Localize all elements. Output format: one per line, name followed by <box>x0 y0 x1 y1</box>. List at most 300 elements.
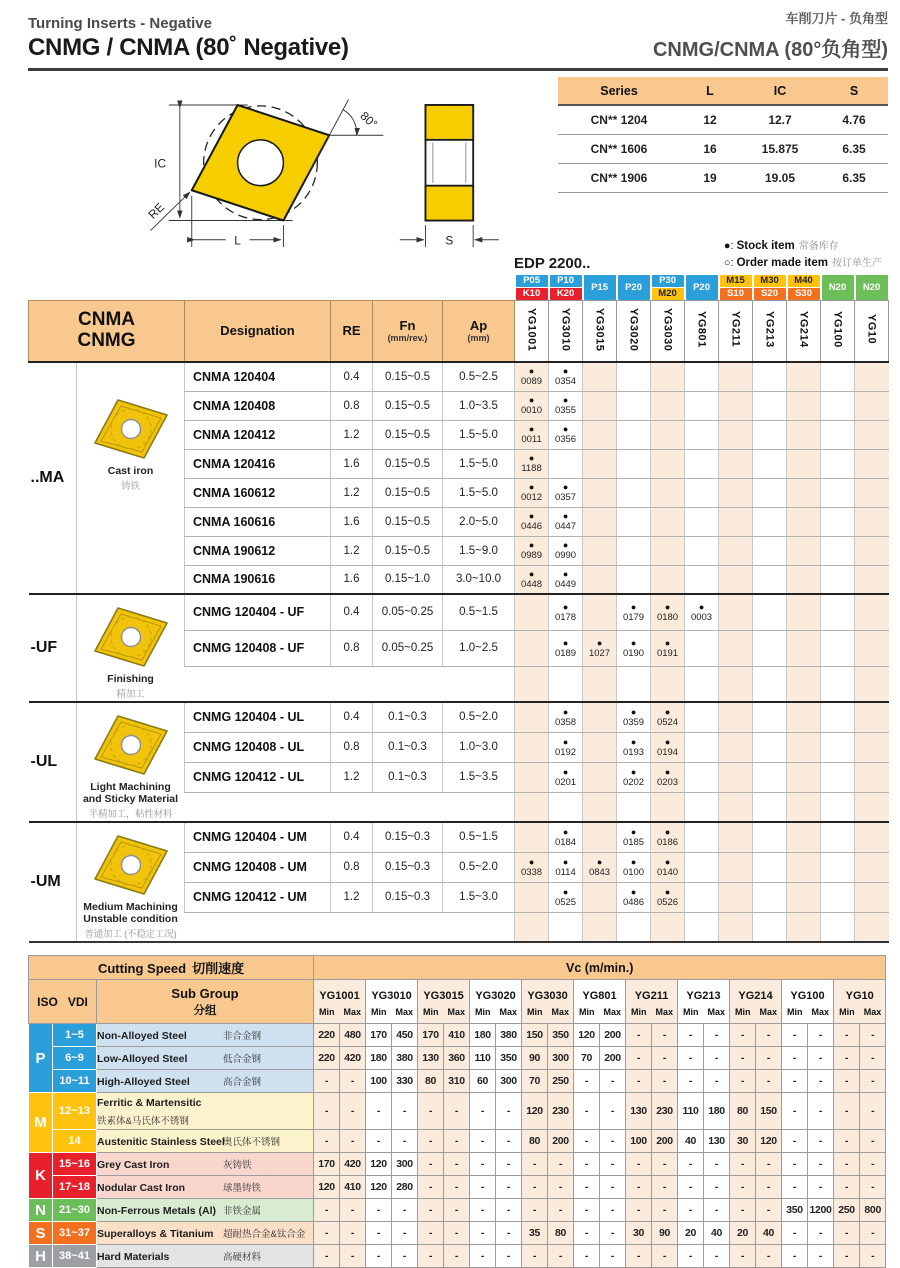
edp-cell-empty <box>685 912 719 942</box>
edp-cell-empty <box>617 912 651 942</box>
vc-min-cell: 30 <box>626 1222 652 1245</box>
group-caption-en: Finishing <box>107 673 154 685</box>
vc-min-cell: - <box>678 1047 704 1070</box>
edp-cell-yg213 <box>753 630 787 666</box>
vc-max-cell: - <box>600 1153 626 1176</box>
min-max-labels <box>314 1007 365 1017</box>
edp-cell-yg10 <box>855 362 889 391</box>
grade-chip-cell <box>617 273 651 300</box>
min-max-labels <box>782 1007 833 1017</box>
edp-cell-yg3020 <box>617 420 651 449</box>
grade-name-vertical: YG100 <box>831 310 844 348</box>
edp-number: 0203 <box>656 776 679 788</box>
edp-number: 0448 <box>520 578 543 590</box>
vc-max-cell: - <box>444 1176 470 1199</box>
fn-cell: 0.1~0.3 <box>373 762 443 792</box>
edp-cell-yg213 <box>753 536 787 565</box>
iso-group-P <box>29 1024 886 1093</box>
grade-chips-row <box>29 273 889 300</box>
edp-cell-yg100 <box>821 762 855 792</box>
vc-max-cell: - <box>860 1130 886 1153</box>
grade-chip-stack <box>515 275 549 300</box>
vc-max-cell: - <box>860 1176 886 1199</box>
grade-name-cell <box>753 300 787 362</box>
edp-number: 0191 <box>656 647 679 659</box>
edp-cell-yg3020 <box>617 702 651 732</box>
vc-min-cell: - <box>314 1130 340 1153</box>
subgroup-name-en: Nodular Cast Iron <box>97 1182 186 1195</box>
edp-cell-yg801 <box>685 630 719 666</box>
grade-chip-stack <box>821 275 855 300</box>
edp-cell-empty <box>549 792 583 822</box>
designation-cell: CNMG 120412 - UM <box>185 882 331 912</box>
stock-item-dot: ● <box>528 424 535 434</box>
dim-label-re: RE <box>145 200 168 222</box>
stock-item-dot: ● <box>630 856 637 867</box>
vc-title: Vc (m/min.) <box>314 956 886 980</box>
vc-max-cell: - <box>756 1047 782 1070</box>
edp-number: 0012 <box>520 492 543 503</box>
grade-header-yg3015 <box>418 980 470 1024</box>
edp-cell-yg10 <box>855 565 889 594</box>
subgroup-name-zh: 灰铸铁 <box>223 1160 252 1172</box>
edp-cell-yg3030 <box>651 478 685 507</box>
edp-cell-yg3010 <box>549 507 583 536</box>
iso-group-S <box>29 1222 886 1245</box>
vc-min-cell: - <box>730 1047 756 1070</box>
edp-cell-yg100 <box>821 822 855 852</box>
grade-name-cell <box>515 300 549 362</box>
grade-name-cell <box>549 300 583 362</box>
edp-cell-yg3015 <box>583 852 617 882</box>
vc-min-cell: - <box>574 1176 600 1199</box>
edp-number: 0990 <box>554 550 577 561</box>
stock-item-dot: ● <box>698 601 705 612</box>
max-label: Max <box>707 1007 726 1018</box>
edp-cell-empty <box>583 912 617 942</box>
stock-item-icon: ●: <box>723 240 734 252</box>
designation-header: Designation <box>185 300 331 362</box>
vc-min-cell: 350 <box>782 1199 808 1222</box>
edp-cell-yg10 <box>855 702 889 732</box>
series-title-line: CNMA <box>78 308 135 330</box>
vc-max-cell: 350 <box>548 1024 574 1047</box>
cutting-header-row <box>29 980 886 1024</box>
designation-cell: CNMA 120404 <box>185 362 331 391</box>
edp-cell-yg1001 <box>515 507 549 536</box>
vc-max-cell: - <box>340 1130 366 1153</box>
stock-item-dot: ● <box>528 511 535 521</box>
iso-grade-chip: K20 <box>550 288 582 300</box>
series-cell: 16 <box>680 135 740 164</box>
cutting-row <box>29 1093 886 1130</box>
edp-cell-yg100 <box>821 732 855 762</box>
dim-label-s: S <box>445 233 454 248</box>
edp-cell-yg1001 <box>515 420 549 449</box>
vc-min-cell: 180 <box>366 1047 392 1070</box>
re-cell: 0.4 <box>331 822 373 852</box>
stock-item-dot: ● <box>664 637 671 648</box>
vc-max-cell: - <box>600 1130 626 1153</box>
grade-chip-cell <box>515 273 549 300</box>
fn-cell: 0.05~0.25 <box>373 594 443 630</box>
iso-grade-chip: N20 <box>856 275 888 300</box>
vc-max-cell: 420 <box>340 1047 366 1070</box>
fn-header-label: Fn <box>399 318 416 334</box>
designation-cell: CNMA 120408 <box>185 391 331 420</box>
grade-chip-stack <box>787 275 821 300</box>
edp-number: 0178 <box>554 611 577 623</box>
grade-chip-cell <box>651 273 685 300</box>
vdi-cell: 31~37 <box>53 1222 97 1245</box>
stock-item-dot: ● <box>562 540 569 550</box>
edp-cell-yg213 <box>753 478 787 507</box>
vc-max-cell: - <box>808 1093 834 1130</box>
edp-cell-yg3015 <box>583 762 617 792</box>
stock-item-dot: ● <box>664 856 671 867</box>
edp-cell-yg10 <box>855 852 889 882</box>
max-label: Max <box>655 1007 674 1018</box>
cutting-speed-table <box>28 955 886 1268</box>
fn-cell: 0.15~0.5 <box>373 507 443 536</box>
edp-cell-yg10 <box>855 882 889 912</box>
designation-cell: CNMA 120412 <box>185 420 331 449</box>
stock-item-dot: ● <box>528 540 535 550</box>
fn-cell: 0.15~0.5 <box>373 536 443 565</box>
iso-grade-chip: M40 <box>788 275 820 287</box>
edp-cell-yg211 <box>719 852 753 882</box>
stock-item-dot: ● <box>528 395 535 405</box>
order-made-item-icon: ○: <box>723 257 734 269</box>
vc-max-cell: - <box>548 1199 574 1222</box>
vc-min-cell: - <box>730 1245 756 1268</box>
vc-max-cell: - <box>756 1199 782 1222</box>
edp-cell-yg213 <box>753 822 787 852</box>
group-caption-zh: 半精加工，粘性材料 <box>88 809 173 821</box>
vc-max-cell: - <box>652 1153 678 1176</box>
stock-item-dot: ● <box>562 766 569 777</box>
page-subtitle-en: Turning Inserts - Negative <box>28 15 212 32</box>
vc-max-cell: - <box>392 1130 418 1153</box>
subgroup-cell <box>97 1176 314 1199</box>
vc-min-cell: 70 <box>522 1070 548 1093</box>
series-row <box>558 135 888 164</box>
vc-min-cell: 20 <box>678 1222 704 1245</box>
vc-min-cell: - <box>782 1093 808 1130</box>
series-header-cell: L <box>680 77 740 105</box>
cutting-row <box>29 1024 886 1047</box>
edp-cell-yg1001 <box>515 449 549 478</box>
vc-min-cell: 70 <box>574 1047 600 1070</box>
group-label-um: -UM <box>29 822 77 942</box>
vc-min-cell: - <box>418 1176 444 1199</box>
vc-max-cell: 300 <box>548 1047 574 1070</box>
edp-cell-yg801 <box>685 762 719 792</box>
min-max-labels <box>834 1007 885 1017</box>
grade-name-vertical: YG214 <box>797 310 810 348</box>
grade-chip-cell <box>719 273 753 300</box>
edp-cell-yg10 <box>855 536 889 565</box>
series-cell: 4.76 <box>820 105 888 135</box>
subgroup-name-en: Ferritic & Martensitic <box>97 1097 202 1110</box>
vc-min-cell: - <box>834 1153 860 1176</box>
edp-cell-yg3030 <box>651 507 685 536</box>
stock-item-dot: ● <box>664 886 671 897</box>
vc-max-cell: - <box>548 1176 574 1199</box>
vc-min-cell: 180 <box>470 1024 496 1047</box>
edp-cell-empty <box>821 912 855 942</box>
series-cell: CN** 1606 <box>558 135 680 164</box>
subgroup-name-zh: 超耐热合金&钛合金 <box>223 1229 306 1241</box>
vdi-cell: 6~9 <box>53 1047 97 1070</box>
subgroup-name-en: Non-Ferrous Metals (Al) <box>97 1205 217 1218</box>
vc-max-cell: - <box>860 1070 886 1093</box>
grade-header-yg3020 <box>470 980 522 1024</box>
grade-chip-cell <box>685 273 719 300</box>
vc-max-cell: - <box>600 1245 626 1268</box>
edp-number: 0011 <box>521 434 542 445</box>
cutting-row <box>29 1222 886 1245</box>
vc-min-cell: 100 <box>366 1070 392 1093</box>
designation-cell: CNMA 190616 <box>185 565 331 594</box>
edp-cell-yg214 <box>787 565 821 594</box>
fn-cell: 0.15~0.5 <box>373 391 443 420</box>
stock-item-dot: ● <box>630 886 637 897</box>
vc-max-cell: - <box>496 1130 522 1153</box>
page-header <box>28 8 888 62</box>
vc-max-cell: 120 <box>756 1130 782 1153</box>
edp-cell-empty <box>753 792 787 822</box>
edp-cell-yg3030 <box>651 420 685 449</box>
vdi-header-label: VDI <box>67 994 88 1009</box>
grade-header-name: YG211 <box>634 990 669 1003</box>
subgroup-name-zh: 奥氏体不锈钢 <box>223 1137 281 1149</box>
edp-cell-empty <box>617 792 651 822</box>
stock-item-dot: ● <box>562 706 569 717</box>
edp-cell-yg1001 <box>515 594 549 630</box>
iso-letter-M: M <box>29 1093 53 1153</box>
min-max-labels <box>678 1007 729 1017</box>
edp-cell-yg213 <box>753 362 787 391</box>
edp-number: 0446 <box>520 521 543 532</box>
edp-cell-empty <box>787 912 821 942</box>
vc-max-cell: - <box>392 1199 418 1222</box>
vc-max-cell: - <box>808 1047 834 1070</box>
iso-group-M <box>29 1093 886 1153</box>
ap-cell: 0.5~2.5 <box>443 362 515 391</box>
insert-row <box>29 822 889 852</box>
edp-cell-yg214 <box>787 362 821 391</box>
ap-cell: 0.5~2.0 <box>443 852 515 882</box>
re-cell: 0.4 <box>331 362 373 391</box>
ap-cell: 0.5~1.5 <box>443 822 515 852</box>
edp-cell-yg801 <box>685 594 719 630</box>
edp-cell-yg1001 <box>515 565 549 594</box>
stock-item-dot: ● <box>562 511 569 521</box>
designation-cell: CNMA 160616 <box>185 507 331 536</box>
iso-grade-chip: S20 <box>754 288 786 300</box>
subgroup-name-zh: 非合金钢 <box>223 1031 262 1043</box>
vc-min-cell: - <box>418 1245 444 1268</box>
vc-max-cell: - <box>704 1070 730 1093</box>
series-cell: 19.05 <box>740 164 820 193</box>
grade-header-name: YG801 <box>582 990 617 1003</box>
edp-cell-yg3020 <box>617 822 651 852</box>
iso-letter-S: S <box>29 1222 53 1245</box>
edp-cell-yg801 <box>685 536 719 565</box>
edp-cell-yg10 <box>855 391 889 420</box>
re-cell: 0.8 <box>331 391 373 420</box>
edp-cell-yg3030 <box>651 391 685 420</box>
group-image-cell <box>77 362 185 594</box>
page-title-zh: CNMG/CNMA (80°负角型) <box>652 39 888 61</box>
edp-number: 0202 <box>622 776 645 788</box>
vc-min-cell: - <box>782 1153 808 1176</box>
insert-group-uf <box>29 594 889 702</box>
edp-cell-yg213 <box>753 852 787 882</box>
stock-item-dot: ● <box>596 856 603 867</box>
edp-cell-yg214 <box>787 536 821 565</box>
edp-cell-yg1001 <box>515 762 549 792</box>
edp-cell-yg3015 <box>583 362 617 391</box>
edp-cell-empty <box>855 912 889 942</box>
edp-number: 0357 <box>554 492 577 503</box>
insert-photo <box>93 713 169 777</box>
edp-cell-yg213 <box>753 507 787 536</box>
re-cell: 1.2 <box>331 762 373 792</box>
vc-min-cell: - <box>314 1222 340 1245</box>
vc-min-cell: - <box>470 1093 496 1130</box>
edp-cell-yg211 <box>719 630 753 666</box>
grade-chip-cell <box>821 273 855 300</box>
vc-min-cell: 220 <box>314 1047 340 1070</box>
edp-cell-empty <box>685 792 719 822</box>
edp-cell-yg211 <box>719 762 753 792</box>
vc-min-cell: 170 <box>314 1153 340 1176</box>
cutting-row <box>29 1153 886 1176</box>
vc-min-cell: - <box>626 1047 652 1070</box>
vc-min-cell: - <box>782 1245 808 1268</box>
vc-min-cell: 150 <box>522 1024 548 1047</box>
edp-cell-yg3020 <box>617 449 651 478</box>
vc-max-cell: - <box>860 1245 886 1268</box>
vc-min-cell: 20 <box>730 1222 756 1245</box>
insert-group-ul <box>29 702 889 822</box>
edp-cell-yg3010 <box>549 630 583 666</box>
vc-min-cell: 60 <box>470 1070 496 1093</box>
grade-header-yg100 <box>782 980 834 1024</box>
vc-min-cell: - <box>834 1093 860 1130</box>
fn-cell: 0.15~0.3 <box>373 852 443 882</box>
min-label: Min <box>683 1007 699 1018</box>
series-row <box>558 105 888 135</box>
re-cell: 0.8 <box>331 630 373 666</box>
edp-cell-yg1001 <box>515 630 549 666</box>
edp-cell-yg211 <box>719 449 753 478</box>
stock-item-dot: ● <box>562 637 569 648</box>
vc-min-cell: - <box>574 1199 600 1222</box>
vc-max-cell: - <box>704 1047 730 1070</box>
title-block-zh <box>653 8 888 62</box>
edp-cell-yg213 <box>753 762 787 792</box>
vc-max-cell: - <box>600 1222 626 1245</box>
series-cell: 6.35 <box>820 164 888 193</box>
grade-name-cell <box>719 300 753 362</box>
edp-cell-yg3010 <box>549 449 583 478</box>
ap-header <box>443 300 515 362</box>
edp-cell-yg3020 <box>617 565 651 594</box>
vc-min-cell: - <box>418 1222 444 1245</box>
vc-max-cell: - <box>808 1245 834 1268</box>
edp-cell-yg3020 <box>617 762 651 792</box>
edp-cell-yg3015 <box>583 630 617 666</box>
max-label: Max <box>499 1007 518 1018</box>
edp-cell-yg3010 <box>549 852 583 882</box>
subgroup-cell <box>97 1245 314 1268</box>
grade-header-yg801 <box>574 980 626 1024</box>
vc-min-cell: - <box>574 1093 600 1130</box>
grade-name-vertical: YG3010 <box>559 307 572 351</box>
insert-photo <box>93 605 169 669</box>
max-label: Max <box>395 1007 414 1018</box>
vc-min-cell: - <box>470 1130 496 1153</box>
edp-cell-yg10 <box>855 630 889 666</box>
edp-cell-empty <box>549 912 583 942</box>
iso-group-K <box>29 1153 886 1199</box>
vc-max-cell: - <box>704 1024 730 1047</box>
group-label-ma: ..MA <box>29 362 77 594</box>
vc-max-cell: 800 <box>860 1199 886 1222</box>
iso-grade-chip: M20 <box>652 288 684 300</box>
edp-cell-yg213 <box>753 732 787 762</box>
edp-number: 0185 <box>622 836 645 848</box>
edp-cell-yg213 <box>753 420 787 449</box>
vc-max-cell: - <box>652 1024 678 1047</box>
ap-cell: 0.5~1.5 <box>443 594 515 630</box>
vdi-cell: 1~5 <box>53 1024 97 1047</box>
stock-item-dot: ● <box>562 736 569 747</box>
stock-item-dot: ● <box>630 826 637 837</box>
edp-cell-yg3030 <box>651 852 685 882</box>
vc-min-cell: - <box>470 1245 496 1268</box>
vc-max-cell: - <box>600 1093 626 1130</box>
grade-name-vertical: YG801 <box>695 310 708 348</box>
series-table <box>558 77 888 193</box>
vc-min-cell: - <box>834 1245 860 1268</box>
cutting-row <box>29 1176 886 1199</box>
stock-item-dot: ● <box>630 766 637 777</box>
vc-max-cell: 380 <box>496 1024 522 1047</box>
vc-min-cell: 170 <box>418 1024 444 1047</box>
edp-cell-empty <box>753 666 787 702</box>
edp-cell-yg3010 <box>549 391 583 420</box>
fn-cell: 0.15~0.5 <box>373 420 443 449</box>
main-header-row <box>29 300 889 362</box>
page-subtitle-zh: 车削刀片 - 负角型 <box>785 11 888 26</box>
series-cell: 19 <box>680 164 740 193</box>
edp-cell-yg214 <box>787 449 821 478</box>
vc-min-cell: - <box>834 1176 860 1199</box>
vc-min-cell: 130 <box>418 1047 444 1070</box>
stock-item-dot: ● <box>664 601 671 612</box>
edp-cell-yg211 <box>719 507 753 536</box>
vc-min-cell: 30 <box>730 1130 756 1153</box>
vc-max-cell: - <box>496 1093 522 1130</box>
edp-cell-empty <box>855 792 889 822</box>
edp-cell-yg214 <box>787 391 821 420</box>
edp-cell-yg211 <box>719 420 753 449</box>
edp-cell-yg3015 <box>583 449 617 478</box>
